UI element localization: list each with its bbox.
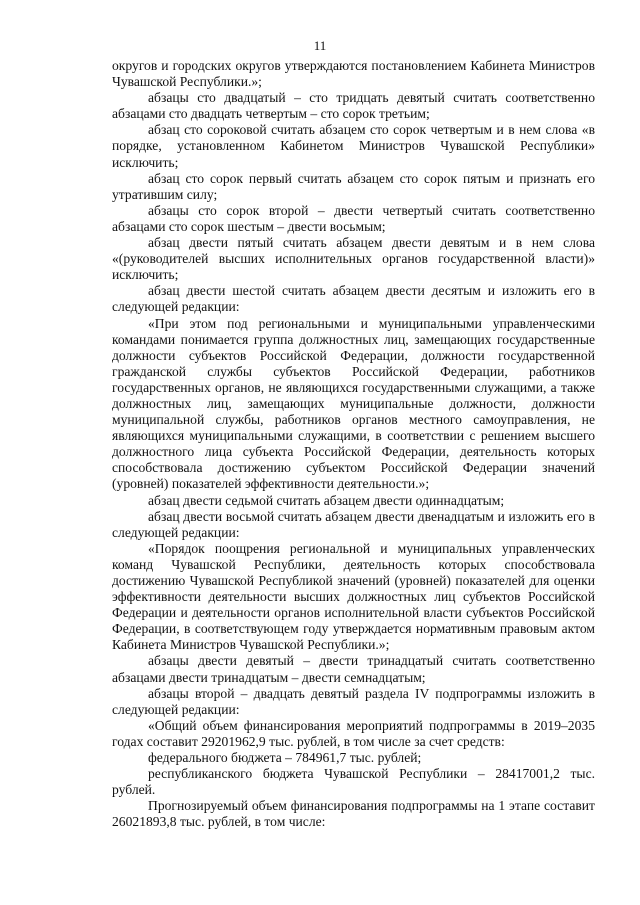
paragraph: абзацы второй – двадцать девятый раздела IV подпрограммы изложить в следующей редакции: [112, 685, 595, 717]
page-number: 11 [313, 38, 327, 53]
paragraph: абзацы сто сорок второй – двести четвертый считать соответственно абзацами сто сорок шестым – двести восьмым; [112, 202, 595, 234]
document-body [112, 58, 595, 831]
paragraph: федерального бюджета – 784961,7 тыс. рублей; [148, 750, 422, 766]
paragraph: «Общий объем финансирования мероприятий подпрограммы в 2019–2035 годах составит 29201962,9 тыс. рублей, в том числе за счет средств: [112, 717, 595, 749]
paragraph: «Порядок поощрения региональной и муниципальных управленческих команд Чувашской Республики, деятельность которых способствовала достижению Чувашской Республикой значений (уровней) показателей для оценки эффективности деятельности высших должностных лиц субъектов Российской Федерации и деятельности органов исполнительной власти субъектов Российской Федерации, в соответствующем году утверждается нормативным правовым актом Кабинета Министров Чувашской Республики.»; [112, 540, 595, 653]
paragraph: абзац двести пятый считать абзацем двести девятым и в нем слова «(руководителей высших исполнительных органов государственной власти)» исключить; [112, 235, 595, 283]
paragraph: абзац сто сорок первый считать абзацем сто сорок пятым и признать его утратившим силу; [112, 170, 595, 202]
paragraph: абзац двести седьмой считать абзацем двести одиннадцатым; [148, 492, 505, 508]
paragraph: абзац двести шестой считать абзацем двести десятым и изложить его в следующей редакции: [112, 283, 595, 315]
paragraph: абзац сто сороковой считать абзацем сто сорок четвертым и в нем слова «в порядке, установленном Кабинетом Министров Чувашской Республики» исключить; [112, 122, 595, 170]
paragraph: абзацы двести девятый – двести тринадцатый считать соответственно абзацами двести тринадцатым – двести семнадцатым; [112, 653, 595, 685]
paragraph: республиканского бюджета Чувашской Республики – 28417001,2 тыс. рублей. [112, 766, 595, 798]
paragraph: абзац двести восьмой считать абзацем двести двенадцатым и изложить его в следующей редакции: [112, 508, 595, 540]
paragraph: абзацы сто двадцатый – сто тридцать девятый считать соответственно абзацами сто двадцать четвертым – сто сорок третьим; [112, 90, 595, 122]
paragraph: Прогнозируемый объем финансирования подпрограммы на 1 этапе составит 26021893,8 тыс. рублей, в том числе: [112, 798, 595, 830]
paragraph: «При этом под региональными и муниципальными управленческими командами понимается группа должностных лиц, замещающих государственные должности субъектов Российской Федерации, должности государственной гражданской службы субъектов Российской Федерации, работников государственных органов, не являющихся государственными служащими, а также должностных лиц, замещающих муниципальные должности, должности муниципальной службы, работников органов местного самоуправления, не являющихся муниципальными служащими, в соответствии с решением высшего должностного лица субъекта Российской Федерации, деятельность которых способствовала достижению субъектом Российской Федерации значений (уровней) показателей эффективности деятельности.»; [112, 315, 595, 492]
paragraph: округов и городских округов утверждаются постановлением Кабинета Министров Чувашской Республики.»; [112, 58, 595, 90]
